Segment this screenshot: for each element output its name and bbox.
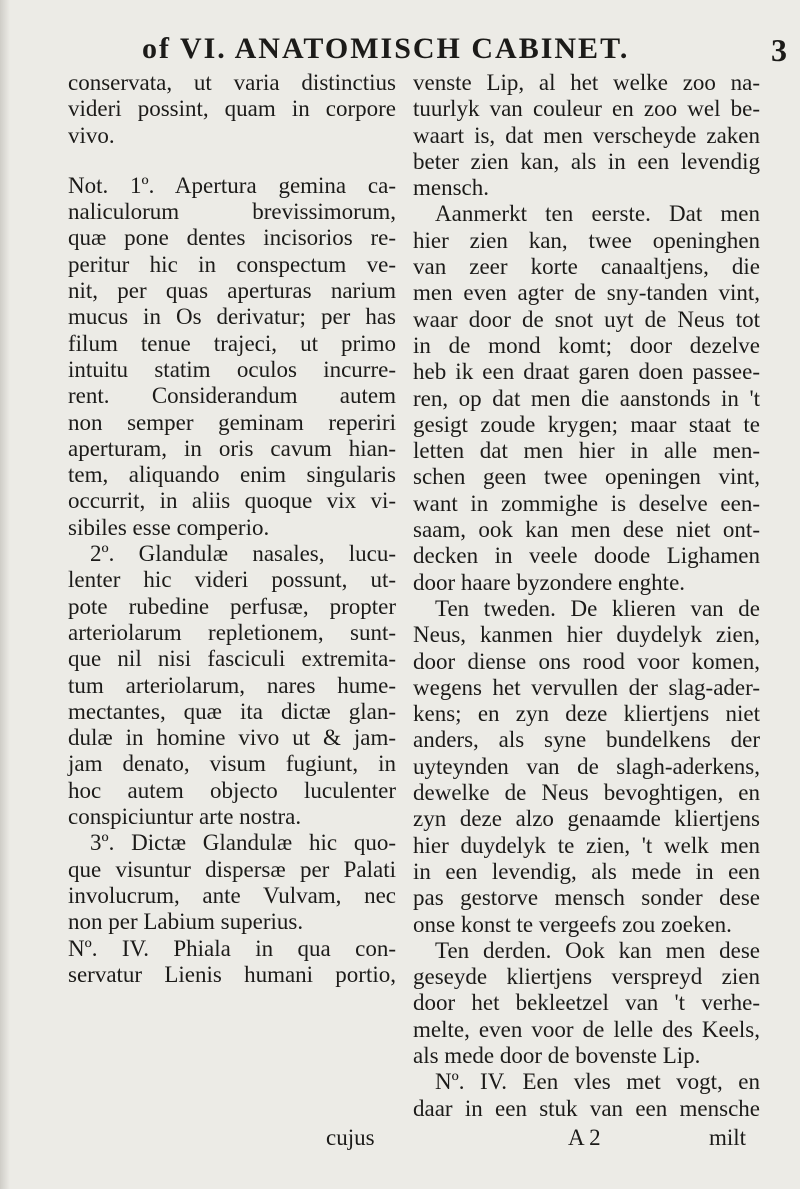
text-line: mensch. [413,175,490,201]
dutch-column [413,70,760,1122]
text-line: geseyde kliertjens verspreyd zien [413,964,760,990]
text-line: venste Lip, al het welke zoo na- [413,70,760,95]
text-line: involucrum, ante Vulvam, nec [68,882,396,908]
text-line: nit, per quas aperturas narium [68,278,396,304]
text-line: jam denato, visum fugiunt, in [68,751,396,777]
header-title: of VI. ANATOMISCH CABINET. [142,32,630,65]
text-line: hoc autem objecto luculenter [68,777,396,803]
text-line: conspiciuntur arte nostra. [68,804,302,830]
text-line: mucus in Os derivatur; per has [68,304,396,330]
text-line: Not. 1º. Apertura gemina ca- [68,172,396,198]
text-line: hier duydelyk te zien, 't welk men [413,832,760,858]
text-line: waar door de snot uyt de Neus tot [413,306,760,332]
signature-mark: A 2 [568,1125,601,1150]
text-line: pote rubedine perfusæ, propter [68,593,396,619]
text-line: Ten tweden. De klieren van de [435,595,760,621]
text-line: door het bekleetzel van 't verhe- [413,990,760,1016]
latin-column [68,70,396,988]
text-line: onse konst te vergeefs zou zoeken. [413,911,732,937]
text-line: occurrit, in aliis quoque vix vi- [68,488,396,514]
text-line: peritur hic in conspectum ve- [68,251,396,277]
catchword-latin: cujus [326,1125,375,1150]
catchword-dutch: milt [709,1125,747,1150]
text-line: anders, als syne bundelkens der [413,727,760,753]
text-line: non semper geminam reperiri [68,409,396,435]
text-line: melte, even voor de lelle des Keels, [413,1016,760,1042]
text-line: uyteynden van de slagh-aderkens, [413,753,760,779]
text-line: waart is, dat men verscheyde zaken [413,122,760,148]
text-line: lenter hic videri possunt, ut- [68,567,396,593]
page-footer [0,1125,800,1165]
text-line: letten dat men hier in alle men- [413,438,760,464]
page-gutter-shadow [0,0,10,1189]
text-line: dewelke de Neus bevoghtigen, en [413,780,760,806]
text-line: zyn deze alzo genaamde kliertjens [413,806,760,832]
text-line: 3º. Dictæ Glandulæ hic quo- [90,830,396,856]
text-line: tuurlyk van couleur en zoo wel be- [413,96,760,122]
text-line: tum arteriolarum, nares hume- [68,672,396,698]
text-line: Aanmerkt ten eerste. Dat men [435,201,760,227]
text-line: men even agter de sny-tanden vint, [413,280,760,306]
text-line: Neus, kanmen hier duydelyk zien, [413,622,760,648]
text-line: beter zien kan, als in een levendig [413,148,760,174]
text-line: 2º. Glandulæ nasales, lucu- [90,541,396,567]
page-number: 3 [771,32,787,68]
text-line: Ten derden. Ook kan men dese [435,937,760,963]
text-line: naliculorum brevissimorum, [68,199,396,225]
text-line: non per Labium superius. [68,909,304,935]
text-line: saam, ook kan men dese niet ont- [413,517,760,543]
text-line: tem, aliquando enim singularis [68,462,396,488]
text-line: gesigt zoude krygen; maar staat te [413,411,760,437]
text-line: als mede door de bovenste Lip. [413,1042,701,1068]
text-line: aperturam, in oris cavum hian- [68,435,396,461]
text-line: Nº. IV. Phiala in qua con- [68,935,396,961]
text-line: que nil nisi fasciculi extremita- [68,646,396,672]
text-line: in de mond komt; door dezelve [413,332,760,358]
text-line: arteriolarum repletionem, sunt- [68,619,396,645]
text-line [68,149,396,173]
text-line: want in zommighe is deselve een- [413,490,760,516]
text-line: rent. Considerandum autem [68,383,396,409]
text-line: hier zien kan, twee openinghen [413,227,760,253]
text-line: filum tenue trajeci, ut primo [68,330,396,356]
text-line: pas gestorve mensch sonder dese [413,885,760,911]
text-line: van zeer korte canaaltjens, die [413,254,760,280]
text-line: schen geen twee openingen vint, [413,464,760,490]
text-line: dulæ in homine vivo ut & jam- [68,725,396,751]
text-line: servatur Lienis humani portio, [68,961,396,987]
text-line: heb ik een draat garen doen passee- [413,359,760,385]
text-line: decken in veele doode Lighamen [413,543,760,569]
text-line: que visuntur dispersæ per Palati [68,856,396,882]
text-line: videri possint, quam in corpore [68,96,396,122]
text-line: quæ pone dentes incisorios re- [68,225,396,251]
text-line: ren, op dat men die aanstonds in 't [413,385,760,411]
text-line: in een levendig, als mede in een [413,858,760,884]
text-line: daar in een stuk van een mensche [413,1095,760,1121]
text-line: wegens het vervullen der slag-ader- [413,674,760,700]
text-line: door diense ons rood voor komen, [413,648,760,674]
text-line: mectantes, quæ ita dictæ glan- [68,698,396,724]
text-line: kens; en zyn deze kliertjens niet [413,701,760,727]
running-header [0,32,800,72]
text-line: Nº. IV. Een vles met vogt, en [435,1069,760,1095]
text-line: conservata, ut varia distinctius [68,70,396,95]
text-line: vivo. [68,122,115,148]
text-line: door haare byzondere enghte. [413,569,686,595]
text-line: sibiles esse comperio. [68,514,270,540]
text-line: intuitu statim oculos incurre- [68,356,396,382]
